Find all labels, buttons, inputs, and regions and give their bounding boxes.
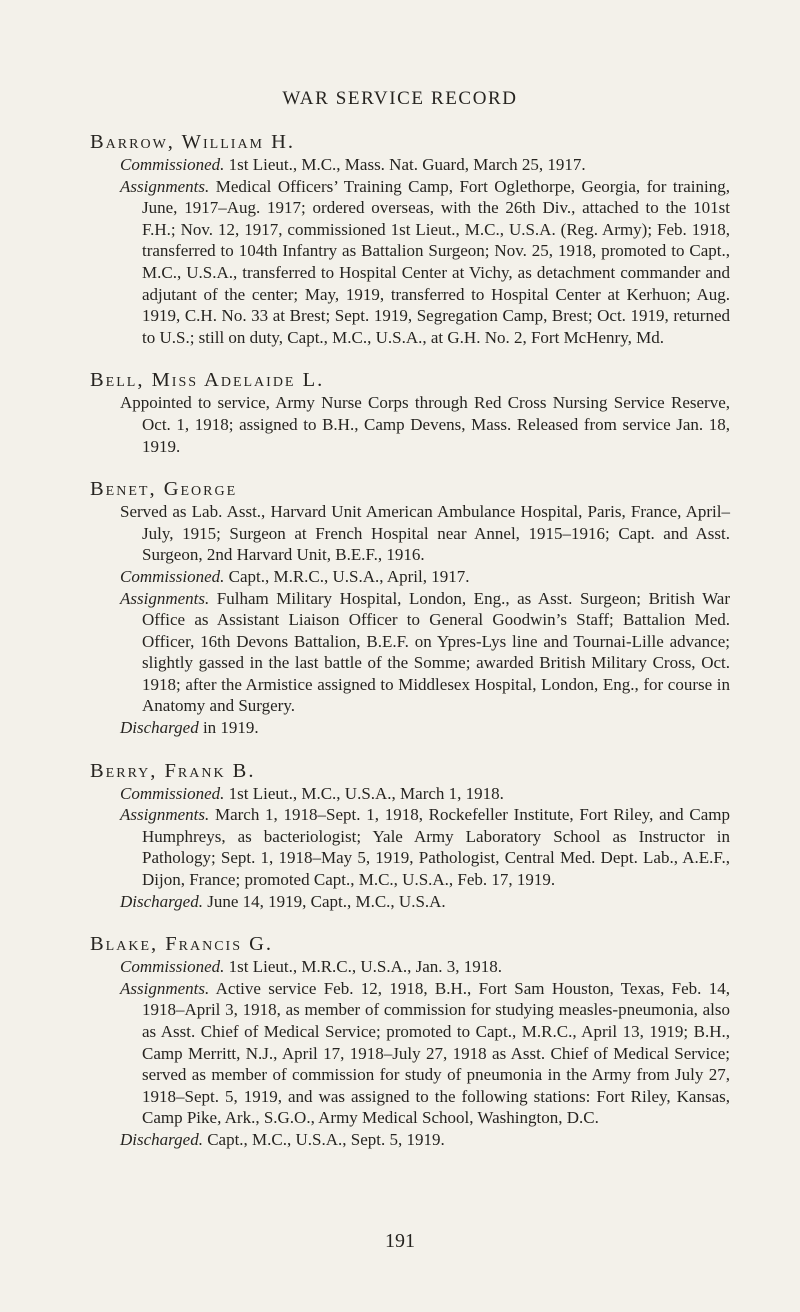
paragraph-text: 1st Lieut., M.C., Mass. Nat. Guard, March 25, 1917. <box>224 155 586 174</box>
page-header: WAR SERVICE RECORD <box>282 88 518 109</box>
paragraph-text: Capt., M.R.C., U.S.A., April, 1917. <box>224 566 470 586</box>
entry-paragraph <box>90 804 730 890</box>
paragraph-text: in 1919. <box>198 718 259 738</box>
paragraph-text: Capt., M.C., U.S.A., Sept. 5, 1919. <box>202 1129 445 1149</box>
record-entry <box>90 932 730 1150</box>
paragraph-label: Commissioned. <box>120 957 225 977</box>
paragraph-text: Active service Feb. 12, 1918, B.H., Fort Sam Houston, Texas, Feb. 14, 1918–April 3, 1918, as member of commission for studying measles-pneumonia, also as Asst. Chief of Medical Service; promoted to Capt., M.R.C., April 13, 1919; B.H., Camp Merritt, N.J., April 17, 1918–July 27, 1918 as Asst. Chief of Medical Service; served as member of commission for study of pneumonia in the Army from July 27, 1918–Sept. 5, 1919, and was assigned to the following stations: Fort Riley, Kansas, Camp Pike, Ark., S.G.O., Army Medical School, Washington, D.C. <box>142 978 730 1128</box>
record-entry <box>90 759 730 913</box>
paragraph-label: Discharged. <box>120 1129 203 1149</box>
record-entry <box>90 477 730 739</box>
entry-paragraph <box>90 154 730 176</box>
paragraph-label: Assignments. <box>120 805 210 825</box>
paragraph-text: Medical Officers’ Training Camp, Fort Oglethorpe, Georgia, for training, June, 1917–Aug. 1917; ordered overseas, with the 26th Div., attached to the 101st F.H.; Nov. 12, 1917, commissioned 1st Lieut., M.C., U.S.A. (Reg. Army); Feb. 1918, transferred to 104th Infantry as Battalion Surgeon; Nov. 25, 1918, promoted to Capt., M.C., U.S.A., transferred to Hospital Center at Vichy, as detachment commander and adjutant of the center; May, 1919, transferred to Hospital Center at Kerhuon; Aug. 1919, C.H. No. 33 at Brest; Sept. 1919, Segregation Camp, Brest; Oct. 1919, returned to U.S.; still on duty, Capt., M.C., U.S.A., at G.H. No. 2, Fort McHenry, Md. <box>142 176 730 347</box>
paragraph-label: Assignments. <box>120 176 210 196</box>
entry-paragraph <box>90 978 730 1129</box>
paragraph-label: Commissioned. <box>120 155 225 174</box>
record-entry <box>90 130 730 348</box>
paragraph-label: Discharged <box>120 718 199 738</box>
paragraph-text: Appointed to service, Army Nurse Corps through Red Cross Nursing Service Reserve, Oct. 1, 1918; assigned to B.H., Camp Devens, Mass. Released from service Jan. 18, 1919. <box>120 393 730 456</box>
entry-name: Barrow, William H. <box>90 131 296 153</box>
entry-paragraph <box>90 1129 730 1151</box>
entry-name: Benet, George <box>90 478 238 501</box>
page-number: 191 <box>385 1230 415 1252</box>
paragraph-text: Served as Lab. Asst., Harvard Unit American Ambulance Hospital, Paris, France, April–July, 1915; Surgeon at French Hospital near Annel, 1915–1916; Capt. and Asst. Surgeon, 2nd Harvard Unit, B.E.F., 1916. <box>120 502 730 565</box>
paragraph-text: 1st Lieut., M.R.C., U.S.A., Jan. 3, 1918. <box>224 957 503 977</box>
entry-paragraph <box>90 956 730 978</box>
record-entry <box>90 368 730 457</box>
entry-name: Blake, Francis G. <box>90 933 274 956</box>
paragraph-label: Commissioned. <box>120 783 225 803</box>
entry-paragraph <box>90 392 730 457</box>
entry-paragraph <box>90 717 730 739</box>
paragraph-label: Discharged. <box>120 891 203 911</box>
entry-paragraph <box>90 566 730 588</box>
paragraph-text: 1st Lieut., M.C., U.S.A., March 1, 1918. <box>224 783 504 803</box>
entry-name: Bell, Miss Adelaide L. <box>90 369 325 392</box>
paragraph-label: Commissioned. <box>120 566 225 586</box>
record-entries <box>90 130 730 1171</box>
entry-paragraph <box>90 501 730 566</box>
paragraph-label: Assignments. <box>120 978 210 998</box>
paragraph-text: March 1, 1918–Sept. 1, 1918, Rockefeller Institute, Fort Riley, and Camp Humphreys, as bacteriologist; Yale Army Laboratory School as Instructor in Pathology; Sept. 1, 1918–May 5, 1919, Pathologist, Central Med. Dept. Lab., A.E.F., Dijon, France; promoted Capt., M.C., U.S.A., Feb. 17, 1919. <box>142 805 730 890</box>
entry-name: Berry, Frank B. <box>90 759 256 782</box>
entry-paragraph <box>90 588 730 718</box>
paragraph-label: Assignments. <box>120 588 210 608</box>
paragraph-text: June 14, 1919, Capt., M.C., U.S.A. <box>202 891 446 911</box>
paragraph-text: Fulham Military Hospital, London, Eng., as Asst. Surgeon; British War Office as Assistant Liaison Officer to General Goodwin’s Staff; Battalion Med. Officer, 16th Devons Battalion, B.E.F. on Ypres-Lys line and Tournai-Lille advance; slightly gassed in the last battle of the Somme; awarded British Military Cross, Oct. 1918; after the Armistice assigned to Middlesex Hospital, London, Eng., for course in Anatomy and Surgery. <box>142 588 730 716</box>
entry-paragraph <box>90 891 730 913</box>
entry-paragraph <box>90 176 730 349</box>
entry-paragraph <box>90 783 730 805</box>
